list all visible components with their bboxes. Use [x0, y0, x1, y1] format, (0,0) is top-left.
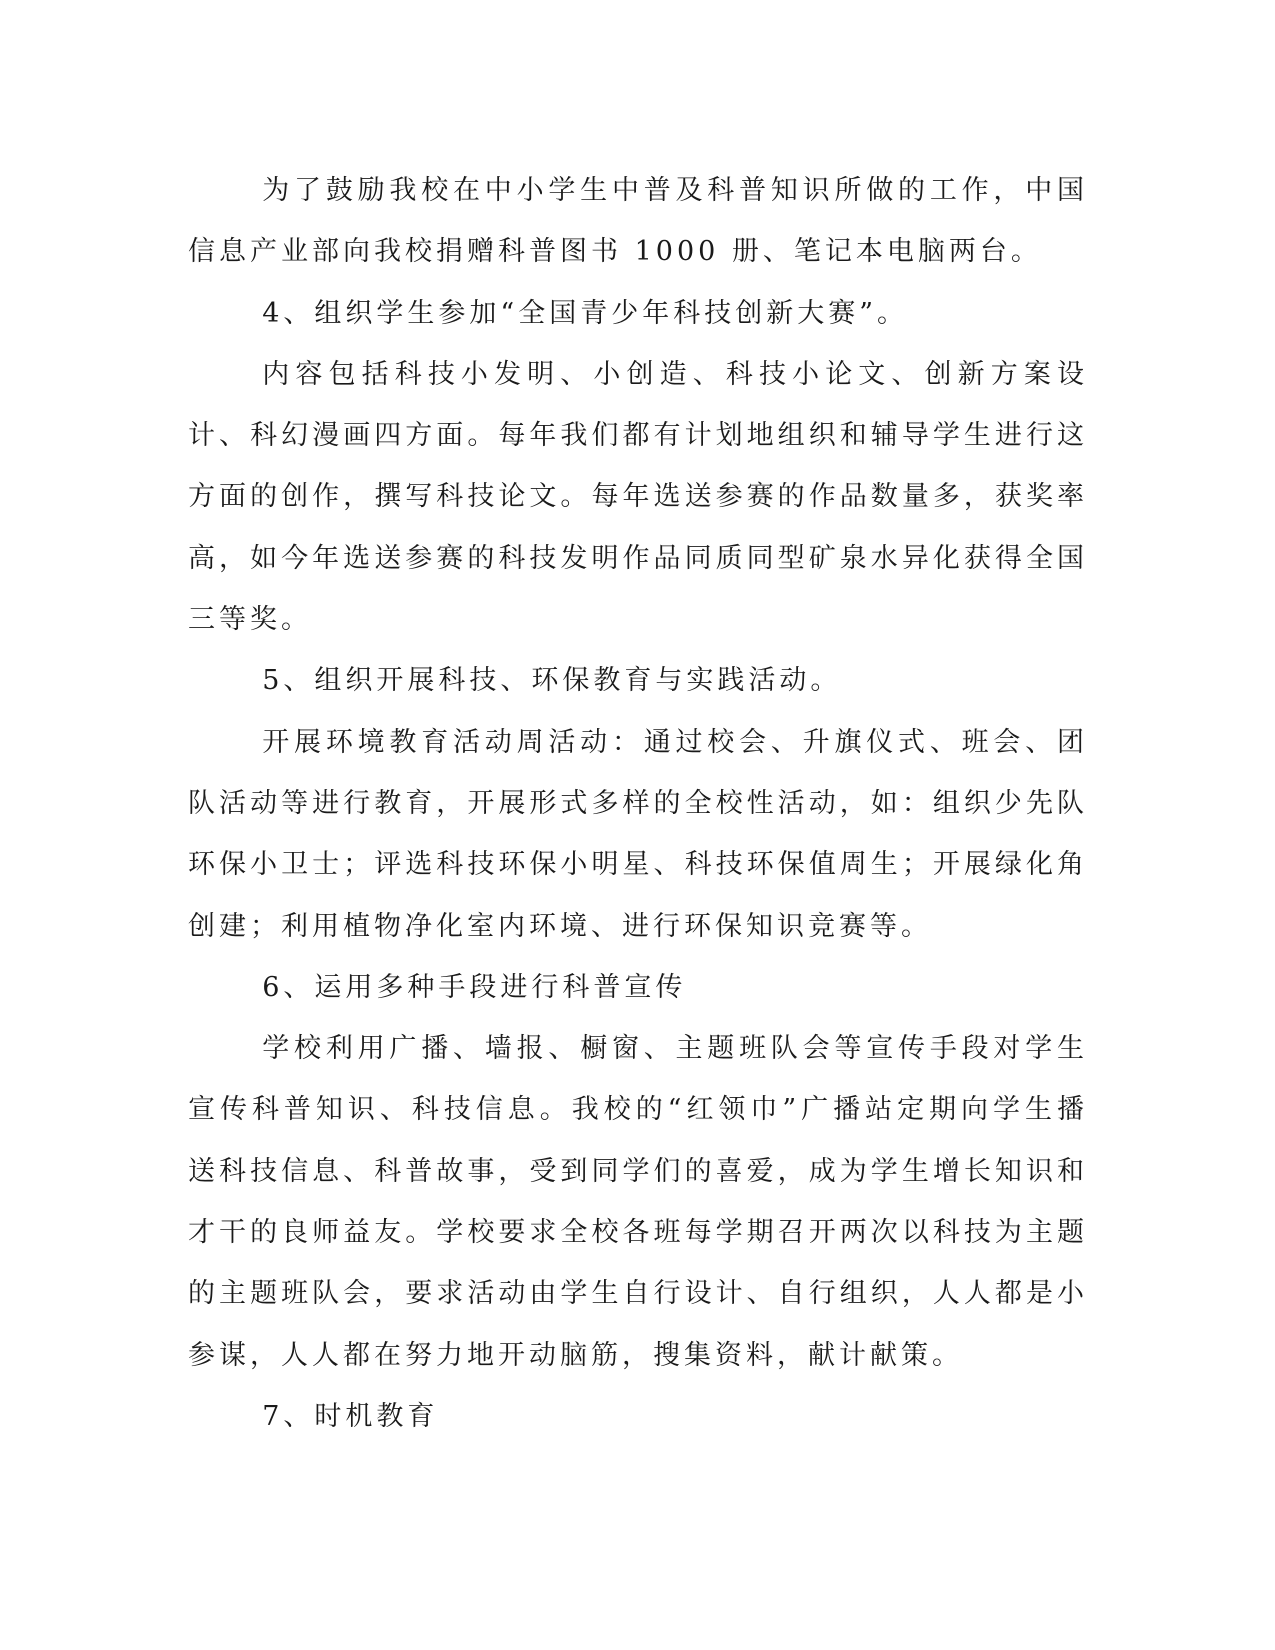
heading-item-6: 6、运用多种手段进行科普宣传 [262, 971, 687, 1003]
paragraph-donation: 为了鼓励我校在中小学生中普及科普知识所做的工作，中国信息产业部向我校捐赠科普图书 1000 册、笔记本电脑两台。 [188, 175, 1088, 268]
paragraph-innovation-contest: 内容包括科技小发明、小创造、科技小论文、创新方案设计、科幻漫画四方面。每年我们都有计划地组织和辅导学生进行这方面的创作，撰写科技论文。每年选送参赛的作品数量多，获奖率高，如今年选送参赛的科技发明作品同质同型矿泉水异化获得全国三等奖。 [188, 358, 1088, 636]
heading-item-5: 5、组织开展科技、环保教育与实践活动。 [262, 665, 842, 697]
document-body [188, 160, 1088, 1447]
heading-item-4: 4、组织学生参加“全国青少年科技创新大赛”。 [262, 297, 909, 329]
heading-item-7: 7、时机教育 [262, 1400, 439, 1432]
paragraph-environment-week: 开展环境教育活动周活动：通过校会、升旗仪式、班会、团队活动等进行教育，开展形式多样的全校性活动，如：组织少先队环保小卫士；评选科技环保小明星、科技环保值周生；开展绿化角创建；利用植物净化室内环境、进行环保知识竞赛等。 [188, 726, 1088, 942]
paragraph-science-publicity: 学校利用广播、墙报、橱窗、主题班队会等宣传手段对学生宣传科普知识、科技信息。我校的“红领巾”广播站定期向学生播送科技信息、科普故事，受到同学们的喜爱，成为学生增长知识和才干的良师益友。学校要求全校各班每学期召开两次以科技为主题的主题班队会，要求活动由学生自行设计、自行组织，人人都是小参谋，人人都在努力地开动脑筋，搜集资料，献计献策。 [188, 1033, 1088, 1371]
